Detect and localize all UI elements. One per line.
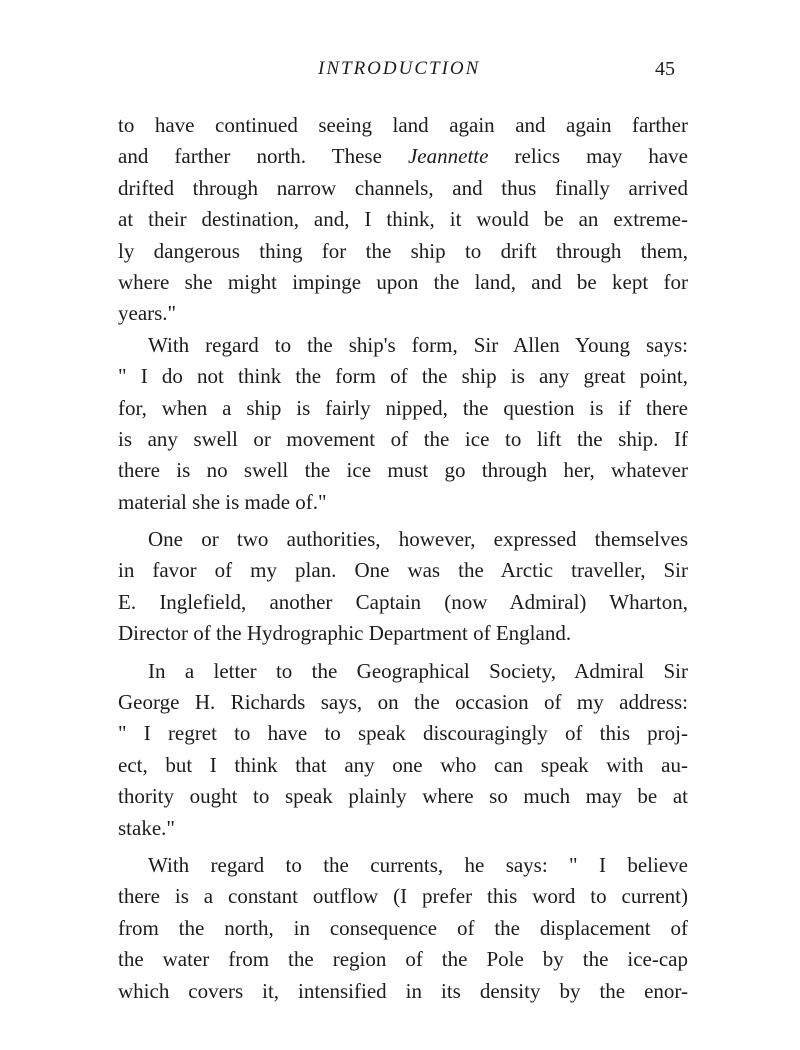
- text-line: [118, 141, 688, 172]
- ship-name-italic: Jeannette: [407, 144, 489, 169]
- text-line: which covers it, intensified in its density by the enor-: [118, 978, 688, 1003]
- text-line: " I regret to have to speak discouragingly of this proj-: [118, 721, 688, 746]
- text-line: years.": [118, 301, 177, 326]
- text-line: to have continued seeing land again and again farther: [118, 113, 688, 137]
- text-line: E. Inglefield, another Captain (now Admiral) Wharton,: [118, 589, 688, 614]
- text-segment: relics may have: [488, 144, 688, 169]
- page-number: 45: [655, 58, 675, 80]
- text-line: is any swell or movement of the ice to lift the ship. If: [118, 426, 688, 451]
- text-line: from the north, in consequence of the displacement of: [118, 915, 688, 940]
- text-line: in favor of my plan. One was the Arctic traveller, Sir: [118, 558, 688, 583]
- text-line: ly dangerous thing for the ship to drift through them,: [118, 238, 688, 263]
- text-line: In a letter to the Geographical Society, Admiral Sir: [148, 658, 688, 683]
- text-line: stake.": [118, 815, 175, 840]
- text-line: for, when a ship is fairly nipped, the question is if there: [118, 395, 688, 420]
- running-title: INTRODUCTION: [318, 58, 481, 79]
- text-line: George H. Richards says, on the occasion of my address:: [118, 690, 688, 715]
- text-line: there is no swell the ice must go through her, whatever: [118, 458, 688, 483]
- running-head: [0, 58, 800, 86]
- text-line: at their destination, and, I think, it would be an extreme-: [118, 207, 688, 232]
- text-line: where she might impinge upon the land, and be kept for: [118, 269, 688, 294]
- text-line: Director of the Hydrographic Department of England.: [118, 621, 572, 646]
- text-line: the water from the region of the Pole by the ice-cap: [118, 947, 688, 972]
- text-line: there is a constant outflow (I prefer this word to current): [118, 884, 688, 909]
- text-line: ect, but I think that any one who can speak with au-: [118, 752, 688, 777]
- text-line: With regard to the currents, he says: " I believe: [148, 852, 688, 877]
- text-line: One or two authorities, however, expressed themselves: [148, 527, 688, 552]
- text-line: With regard to the ship's form, Sir Allen Young says:: [148, 332, 688, 357]
- text-segment: and farther north. These: [118, 144, 408, 169]
- text-line: " I do not think the form of the ship is any great point,: [118, 364, 688, 389]
- text-line: drifted through narrow channels, and thus finally arrived: [118, 175, 688, 200]
- body-text: [118, 110, 688, 1007]
- text-line: material she is made of.": [118, 489, 327, 514]
- text-line: thority ought to speak plainly where so much may be at: [118, 784, 688, 809]
